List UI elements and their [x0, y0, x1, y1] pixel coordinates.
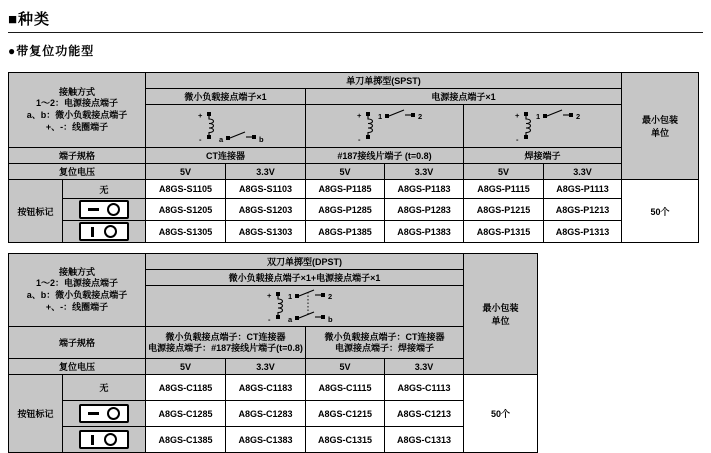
terminal-spec-line: 微小负载接点端子：CT连接器 [165, 331, 286, 342]
part-number-cell: A8GS-P1115 [464, 180, 544, 199]
svg-text:-: - [198, 135, 202, 144]
voltage-cell: 5V [306, 164, 385, 180]
dpst-group-header: 微小负载接点端子×1+电源接点端子×1 [146, 270, 464, 286]
part-number-cell: A8GS-C1185 [146, 375, 226, 401]
terminal-spec-line: 电源接点端子：#187接线片端子(t=0.8) [148, 342, 303, 353]
voltage-cell: 3.3V [385, 164, 464, 180]
min-package-header-cell [464, 254, 538, 375]
part-number-cell: A8GS-P1215 [464, 199, 544, 221]
min-package-label-line2: 单位 [491, 316, 510, 326]
terminal-spec-label: 端子规格 [9, 327, 146, 359]
min-package-label-line1: 最小包装 [482, 303, 519, 313]
min-package-header-cell [622, 73, 699, 180]
mark-bar-circle-cell [63, 221, 146, 243]
voltage-cell: 3.3V [226, 164, 306, 180]
contact-line: 1～2：电源接点端子 [36, 278, 119, 289]
svg-text:2: 2 [575, 112, 580, 121]
section-title: ■种类 [8, 8, 703, 33]
button-mark-label: 按钮标记 [9, 180, 63, 243]
svg-text:1: 1 [535, 112, 540, 121]
part-number-cell: A8GS-S1203 [226, 199, 306, 221]
terminal-spec-label: 端子规格 [9, 148, 146, 164]
button-mark-label: 按钮标记 [9, 375, 63, 453]
part-number-cell: A8GS-C1183 [226, 375, 306, 401]
svg-text:-: - [357, 135, 361, 144]
svg-text:a: a [287, 315, 292, 324]
mark-none-cell: 无 [63, 180, 146, 199]
subsection-title: ●带复位功能型 [8, 44, 95, 58]
svg-text:+: + [356, 111, 361, 120]
part-number-cell: A8GS-P1313 [544, 221, 622, 243]
part-number-cell: A8GS-P1285 [306, 199, 385, 221]
bar-circle-mark-icon [79, 430, 129, 449]
part-number-cell: A8GS-P1213 [544, 199, 622, 221]
spst-title-cell: 单刀单掷型(SPST) [146, 73, 622, 89]
part-number-cell: A8GS-S1103 [226, 180, 306, 199]
part-number-cell: A8GS-C1385 [146, 427, 226, 453]
svg-text:+: + [514, 111, 519, 120]
svg-text:+: + [266, 291, 271, 300]
svg-text:-: - [267, 315, 271, 324]
terminal-spec-value [146, 327, 306, 359]
bar-circle-mark-icon [79, 222, 129, 241]
svg-text:2: 2 [417, 112, 422, 121]
dpst-table [8, 253, 538, 453]
contact-line: a、b：微小负载接点端子 [26, 110, 128, 120]
mark-dash-circle-cell [63, 401, 146, 427]
voltage-cell: 3.3V [385, 359, 464, 375]
part-number-cell: A8GS-C1113 [385, 375, 464, 401]
contact-line: 接触方式 [59, 266, 96, 277]
mark-none-cell: 无 [63, 375, 146, 401]
reset-voltage-label: 复位电压 [9, 359, 146, 375]
part-number-cell: A8GS-C1285 [146, 401, 226, 427]
part-number-cell: A8GS-P1383 [385, 221, 464, 243]
reset-voltage-label: 复位电压 [9, 164, 146, 180]
part-number-cell: A8GS-C1313 [385, 427, 464, 453]
dash-circle-mark-icon [79, 404, 129, 423]
dpst-schematic-icon [146, 286, 464, 327]
part-number-cell: A8GS-P1315 [464, 221, 544, 243]
dpst-title-cell: 双刀单掷型(DPST) [146, 254, 464, 270]
terminal-spec-line: 微小负载接点端子：CT连接器 [324, 331, 445, 342]
terminal-spec-value: #187接线片端子 (t=0.8) [306, 148, 464, 164]
contact-line: a、b：微小负载接点端子 [26, 290, 128, 300]
contact-line: +、-：线圈端子 [45, 121, 109, 132]
min-package-label-line1: 最小包装 [642, 115, 679, 125]
svg-text:+: + [197, 111, 202, 120]
voltage-cell: 5V [306, 359, 385, 375]
voltage-cell: 5V [146, 359, 226, 375]
dash-circle-mark-icon [79, 200, 129, 219]
contact-line: 1～2：电源接点端子 [36, 98, 119, 109]
power-contact-schematic-icon [464, 105, 622, 148]
contact-line: 接触方式 [59, 86, 96, 97]
voltage-cell: 3.3V [544, 164, 622, 180]
min-package-qty-cell: 50个 [622, 180, 699, 243]
part-number-cell: A8GS-C1315 [306, 427, 385, 453]
part-number-cell: A8GS-P1385 [306, 221, 385, 243]
min-package-label-line2: 单位 [651, 128, 670, 138]
microload-schematic-icon [146, 105, 306, 148]
spst-table [8, 72, 699, 243]
terminal-spec-value: 焊接端子 [464, 148, 622, 164]
min-package-qty-cell: 50个 [464, 375, 538, 453]
part-number-cell: A8GS-P1113 [544, 180, 622, 199]
svg-text:-: - [515, 135, 519, 144]
part-number-cell: A8GS-S1105 [146, 180, 226, 199]
part-number-cell: A8GS-C1215 [306, 401, 385, 427]
contact-method-cell [9, 254, 146, 327]
svg-text:b: b [258, 135, 264, 144]
power-contact-schematic-icon [306, 105, 464, 148]
part-number-cell: A8GS-C1213 [385, 401, 464, 427]
svg-text:a: a [218, 135, 223, 144]
contact-method-cell [9, 73, 146, 148]
terminal-spec-value: CT连接器 [146, 148, 306, 164]
part-number-cell: A8GS-C1115 [306, 375, 385, 401]
terminal-spec-line: 电源接点端子：焊接端子 [335, 342, 435, 353]
power-group-header: 电源接点端子×1 [306, 89, 622, 105]
svg-text:1: 1 [377, 112, 382, 121]
svg-text:1: 1 [287, 292, 292, 301]
terminal-spec-value [306, 327, 464, 359]
part-number-cell: A8GS-S1205 [146, 199, 226, 221]
microload-group-header: 微小负载接点端子×1 [146, 89, 306, 105]
contact-line: +、-：线圈端子 [45, 301, 109, 312]
voltage-cell: 5V [464, 164, 544, 180]
part-number-cell: A8GS-C1283 [226, 401, 306, 427]
voltage-cell: 3.3V [226, 359, 306, 375]
part-number-cell: A8GS-P1283 [385, 199, 464, 221]
part-number-cell: A8GS-S1305 [146, 221, 226, 243]
svg-text:b: b [327, 315, 333, 324]
part-number-cell: A8GS-S1303 [226, 221, 306, 243]
voltage-cell: 5V [146, 164, 226, 180]
part-number-cell: A8GS-P1185 [306, 180, 385, 199]
svg-text:2: 2 [327, 292, 332, 301]
part-number-cell: A8GS-C1383 [226, 427, 306, 453]
part-number-cell: A8GS-P1183 [385, 180, 464, 199]
mark-bar-circle-cell [63, 427, 146, 453]
mark-dash-circle-cell [63, 199, 146, 221]
